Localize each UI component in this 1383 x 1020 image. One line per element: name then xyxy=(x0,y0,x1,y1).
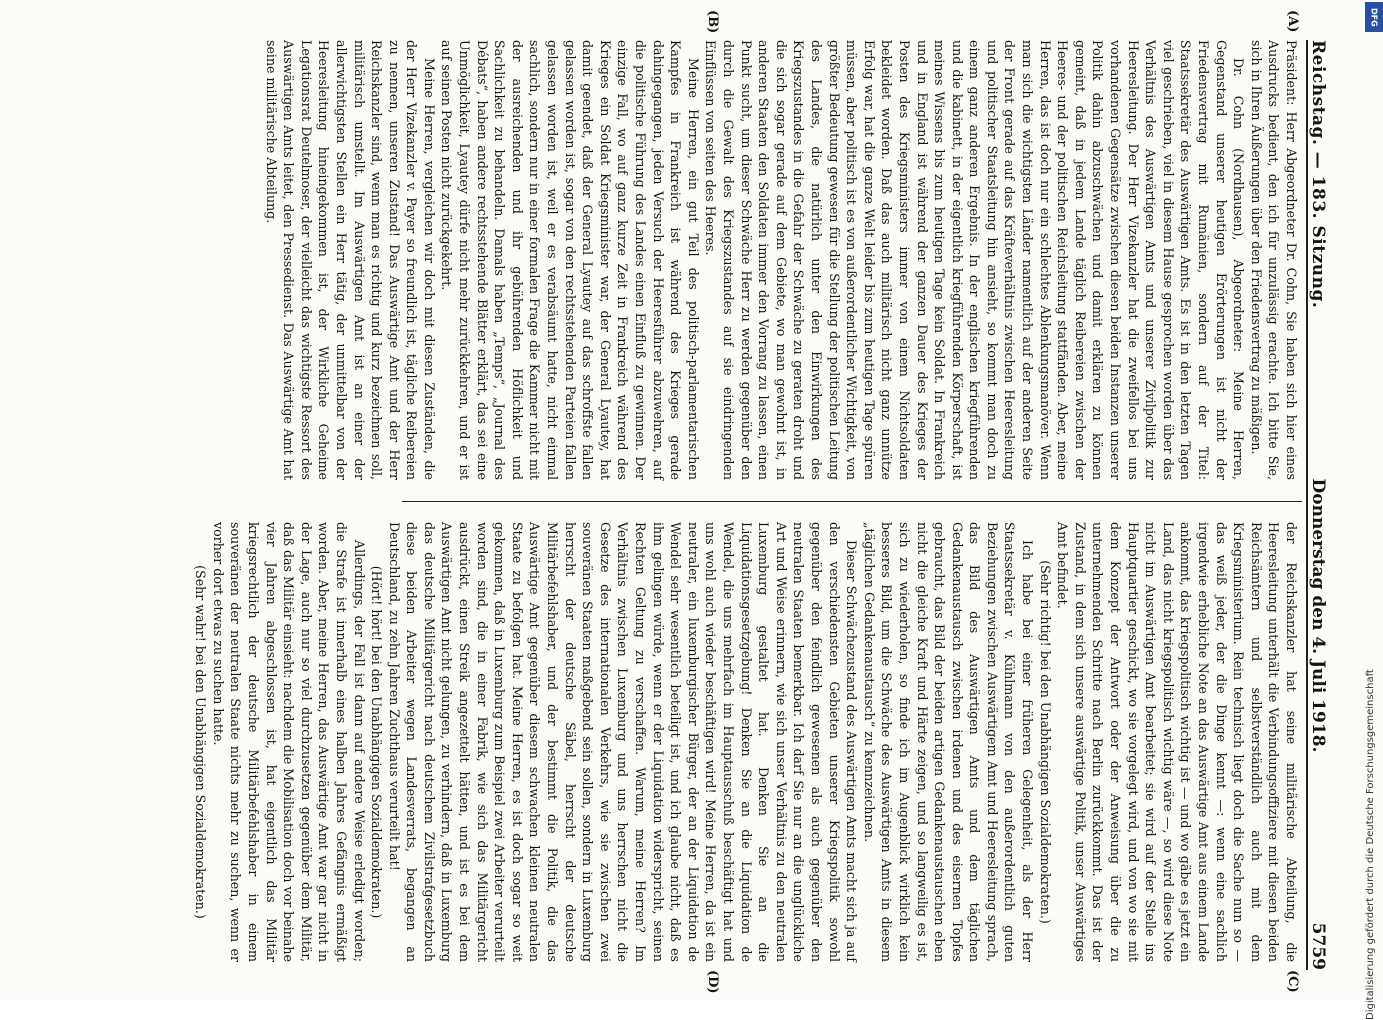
margin-letter-b: (B) xyxy=(705,10,720,34)
margin-letter-a: (A) xyxy=(1285,10,1300,33)
interjection: (Sehr richtig! bei den Unabhängigen Sozialdemokraten.) xyxy=(1037,560,1053,924)
header-left: Reichstag. — 183. Sitzung. xyxy=(1308,40,1328,309)
paragraph: Meine Herren, ein gut Teil des politisch-parlamentarischen Kampfes in Frankreich ist während des Krieges gerade dahingegangen, jeden Versuch der Heeresführer abzuwehren, auf die politische Führung des Landes einen Einfluß zu gewinnen. Der einzige Fall, wo auf ganz kurze Zeit in Frankreich während des Krieges ein Soldat Kriegsminister war, der General Lyautey, hat damit geendet, daß der General Lyautey auf das schroffste fallen gelassen worden ist, sogar von den rechtsstehenden Parteien fallen gelassen worden ist, weil er es verabsäumt hatte, nicht einmal sachlich, sondern nur in einer formalen Frage die Kammer nicht mit der ausreichenden und ihr gebührenden Höflichkeit und Sachlichkeit zu behandeln. Damals haben „Temps“, „Journal des Débats“, haben andere rechtsstehende Blätter erklärt, das sei eine Unmöglichkeit, Lyautey dürfe nicht mehr zurückkehren, und er ist auf seinen Posten nicht zurückgekehrt. xyxy=(439,40,701,480)
paragraph: Meine Herren, vergleichen wir doch mit diesen Zuständen, die der Herr Vizekanzler v. Payer so freundlich ist, tägliche Reibereien zu nennen, unseren Zustand! Das Auswärtige Amt und der Herr Reichskanzler sind, wenn man es richtig und kurz bezeichnen soll, militärisch umstellt. Im Auswärtigen Amt ist an einer der allerwichtigsten Stellen ein Herr tätig, der unmittelbar von der Heeresleitung hineingekommen ist, der Wirkliche Geheime Legationsrat Deutelmoser, der vielleicht das wichtigste Ressort des Auswärtigen Amts leitet, den Pressedienst. Das Auswärtige Amt hat seine militärische Abteilung. xyxy=(263,40,437,480)
left-column xyxy=(263,40,1300,480)
margin-letter-c: (C) xyxy=(1285,970,1300,993)
rotated-sheet xyxy=(40,10,1340,994)
page-header xyxy=(1306,40,1340,970)
paragraph: Dr. Cohn (Nordhausen), Abgeordneter: Meine Herren, Gegenstand unserer heutigen Erörterungen ist nicht der Friedensvertrag mit Rumänien, sondern auf der Titel: Staatssekretär des Auswärtigen Amts. Es ist in den letzten Tagen viel geschrieben, viel in diesem Hause gesprochen worden über das Verhältnis des Auswärtigen Amts und unserer Zivilpolitik zur Heeresleitung. Der Herr Vizekanzler hat die zweifellos bei uns vorhandenen Gegensätze zwischen diesen beiden Instanzen unserer Politik dahin abzuschwächen und damit erklären zu können gemeint, daß in jedem Lande täglich Reibereien zwischen der Heeres- und der politischen Reichsleitung stattfänden. Aber, meine Herren, das ist doch nur ein schlechtes Ablenkungsmanöver. Wenn man sich die wichtigsten Länder namentlich auf der anderen Seite der Front gerade auf das Kräfteverhältnis zwischen Heeresleitung und politischer Staatsleitung hin ansieht, so kommt man doch zu einem ganz anderen Ergebnis. In der englischen kriegführenden und die kabinett, in der eigentlich kriegführenden Körperschaft, ist meines Wissens bis zum heutigen Tage kein Soldat. In Frankreich und in England ist während der ganzen Dauer des Krieges der Posten des Kriegsministers immer von einem Nichtsoldaten bekleidet worden. Daß das auch militärisch nicht ganz unnütze Erfolg war, hat die ganze Welt leider bis zum heutigen Tage spüren müssen, aber politisch ist es von außerordentlicher Wichtigkeit, von größter Bedeutung gewesen für die Stellung der politischen Leitung des Landes, die natürlich unter den Einwirkungen des Kriegszustandes in die Gefahr der Schwäche zu geraten droht und die sich sogar gerade auf dem Gebiete, wo man gewohnt ist, in anderen Staaten den Soldaten immer den Vorrang zu lassen, einen Punkt sucht, um dieser Schwäche Herr zu werden gegenüber den durch die Gewalt des Kriegszustandes auf sie eindringenden Einflüssen von seiten des Heeres. xyxy=(703,40,1247,480)
paragraph: Ich habe bei einer früheren Gelegenheit, als der Herr Staatssekretär v. Kühlmann von den außerordentlich guten Beziehungen zwischen Auswärtigem Amt und Heeresleitung sprach, das Bild des Auswärtigen Amts und dem täglichen Gedankenaustausch zwischen irdenen und des eisernen Topfes gebraucht, das Bild der beiden artigen Gedankenaustauschen eben nicht die gleiche Kraft und Härte zeigen, und so langweilig es ist, sich zu wiederholen, so finde ich im Augenblick wirklich kein besseres Bild, um die Schwäche des Auswärtigen Amts in diesem „täglichen Gedankenaustausch“ zu kennzeichnen. xyxy=(861,522,1036,962)
header-date: Donnerstag den 4. Juli 1918. xyxy=(1308,478,1328,753)
right-column xyxy=(193,522,1300,962)
interjection: (Sehr wahr! bei den Unabhängigen Sozialdemokraten.) xyxy=(193,565,209,919)
margin-letter-d: (D) xyxy=(705,970,720,994)
paragraph: der Reichskanzler hat seine militärische Abteilung, die Heeresleitung unterhält die Verbindungsoffiziere mit diesen beiden Reichsämtern und selbstverständlich auch mit dem Kriegsministerium. Rein technisch liegt doch die Sache nun so — das weiß jeder, der die Dinge kennt —: wenn eine sachlich irgendwie erhebliche Note an das Auswärtige Amt aus einem Lande ankommt, das kriegspolitisch wichtig ist — und wo gäbe es jetzt ein Land, das nicht kriegspolitisch wichtig wäre —, so wird diese Note nicht im Auswärtigen Amt bearbeitet; sie wird auf der Stelle ins Hauptquartier geschickt, wo sie vorgelegt wird, und von wo sie mit dem Konzept der Antwort oder der Anweisung über die zu unternehmenden Schritte nach Berlin zurückkommt. Das ist der Zustand, in dem sich unsere auswärtige Politik, unser Auswärtiges Amt befindet. xyxy=(1055,522,1299,962)
paragraph: Dieser Schwächezustand des Auswärtigen Amts macht sich ja auf den verschiedensten Gebieten unserer Kriegspolitik sowohl gegenüber den feindlich gewesenen als auch gegenüber den neutralen Staaten bemerkbar. Ich darf Sie nur an die unglückliche Art und Weise erinnern, wie sich unser Verhältnis zu den neutralen Luxemburg gestaltet hat. Denken Sie an die Liquidationsgesetzgebung! Denken Sie an die Liquidation de Wendel, die uns mehrfach im Hauptausschuß beschäftigt hat und uns wohl auch wieder beschäftigen wird! Meine Herren, da ist ein neutraler, ein luxemburgischer Bürger, der an der Liquidation de Wendel sehr wesentlich beteiligt ist, und ich glaube nicht, daß es ihm gelingen würde, wenn er der Liquidation widerspricht, seinen Rechten Geltung zu verschaffen. Warum, meine Herren? Im Verhältnis zwischen Luxemburg und uns herrschen nicht die Gesetze des internationalen Verkehrs, wie sie zwischen zwei souveränen Staaten maßgebend sein sollen, sondern in Luxemburg herrscht der deutsche Säbel, herrscht der deutsche Militärbefehlshaber, und der bestimmt die Politik, die das Auswärtige Amt gegenüber diesem schwachen kleinen neutralen Staate zu befolgen hat. Meine Herren, es ist doch sogar so weit gekommen, daß in Luxemburg zum Beispiel zwei Arbeiter verurteilt worden sind, die in einer Fabrik, wie sich das Militärgericht ausdrückt, einen Streik angezettelt hätten, und ist es bei dem Auswärtigen Amt nicht gelungen, zu verhindern, daß in Luxemburg das deutsche Militärgericht nach deutschem Zivilstrafgesetzbuch diese beiden Arbeiter wegen Landesverrats, begangen an Deutschland, zu zehn Jahren Zuchthaus verurteilt hat! xyxy=(386,522,860,962)
dfg-logo: DFG xyxy=(1365,2,1383,32)
paragraph: Allerdings, der Fall ist dann auf andere Weise erledigt worden; die Strafe ist innerhalb eines halben Jahres Gefängnis ermäßigt worden. Aber, meine Herren, das Auswärtige Amt war gar nicht in der Lage, auch nur so viel durchzusetzen gegenüber dem Militär, daß das Militär einsieht: nachdem die Mobilisation doch vor beinahe vier Jahren abgeschlossen ist, hat eigentlich das Militär kriegsrechtlich der deutsche Militärbefehlshaber in einem souveränen der neutralen Staate nichts mehr zu suchen, wenn er vorher dort etwas zu suchen hatte. xyxy=(210,522,367,962)
interjection: (Hört! hört! bei den Unabhängigen Sozialdemokraten.) xyxy=(369,565,385,919)
digitization-credit: Digitalisierung gefördert durch die Deutsche Forschungsgemeinschaft xyxy=(1365,669,1376,1020)
paragraph: Präsident: Herr Abgeordneter Dr. Cohn, Sie haben sich hier eines Ausdrucks bedient, den ich für unzulässig erachte. Ich bitte Sie, sich in Ihren Äußerungen über den Friedensvertrag zu mäßigen. xyxy=(1248,40,1299,480)
page-number: 5759 xyxy=(1308,922,1328,970)
column-divider xyxy=(402,501,1302,502)
